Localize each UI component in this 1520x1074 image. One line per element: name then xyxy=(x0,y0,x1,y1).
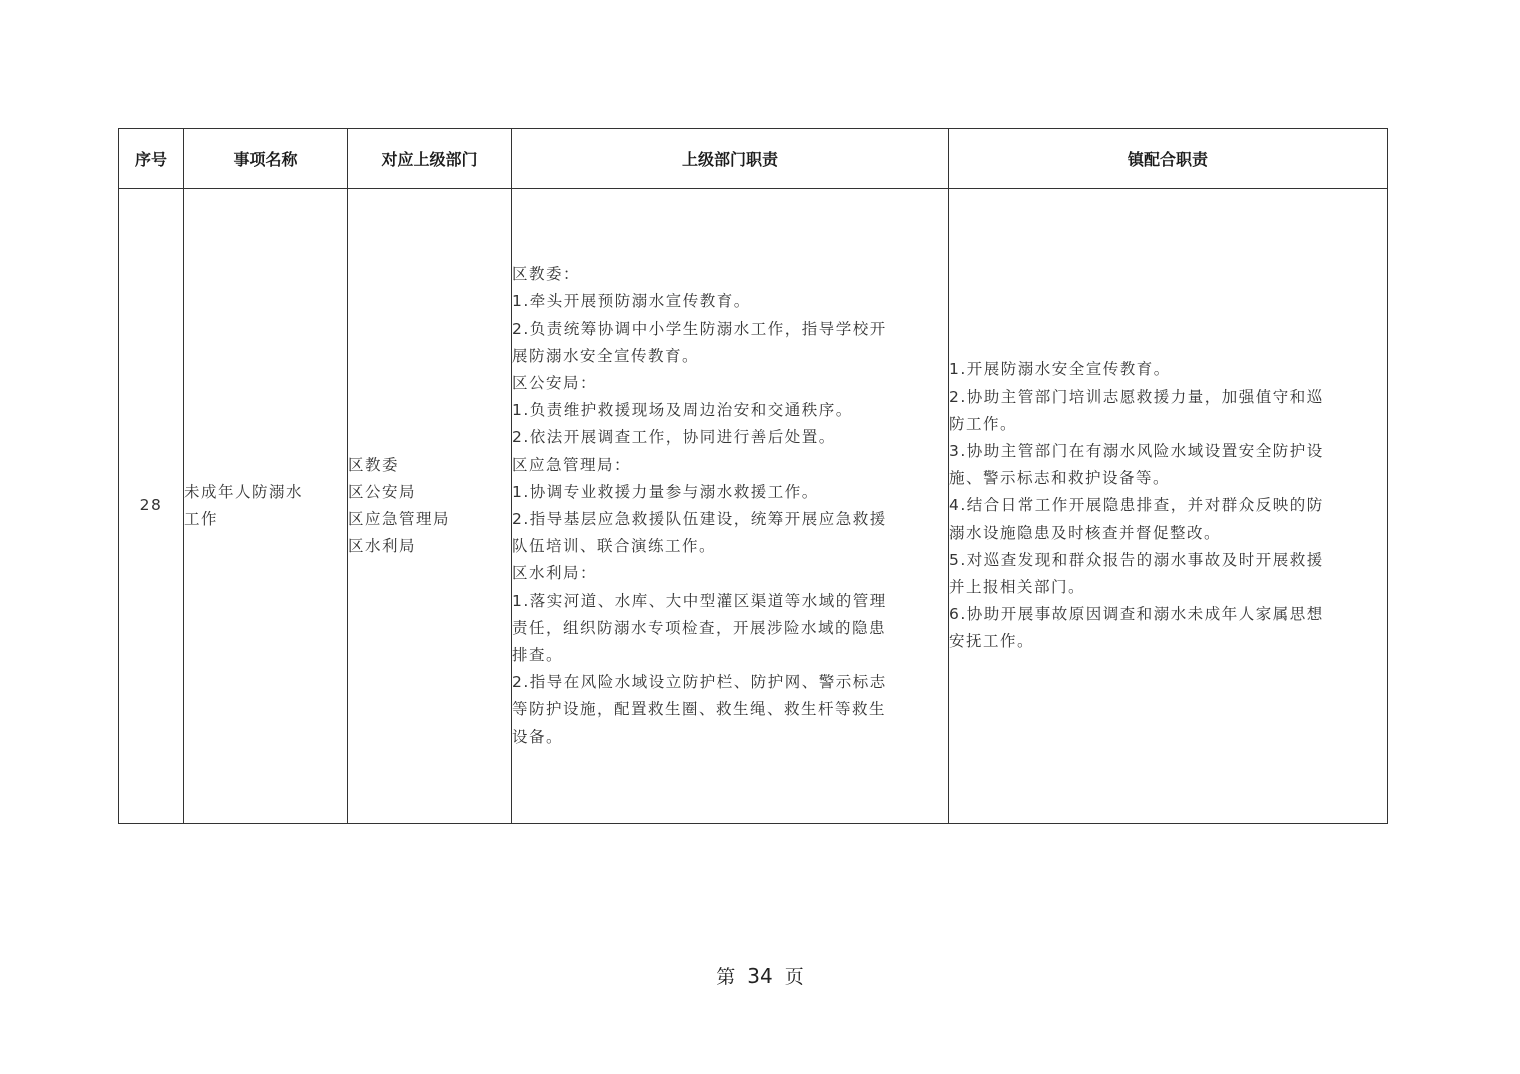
text-line: 区水利局 xyxy=(348,537,417,556)
row-seq: 28 xyxy=(119,189,184,824)
header-superior-dept: 对应上级部门 xyxy=(348,129,512,189)
header-town-duties: 镇配合职责 xyxy=(949,129,1388,189)
text-line: 6.协助开展事故原因调查和溺水未成年人家属思想 xyxy=(949,605,1324,624)
text-line: 未成年人防溺水 xyxy=(184,482,304,501)
text-line: 等防护设施，配置救生圈、救生绳、救生杆等救生 xyxy=(512,700,887,719)
text-line: 区水利局： xyxy=(512,564,598,583)
text-line: 1.牵头开展预防溺水宣传教育。 xyxy=(512,292,751,311)
text-line: 2.负责统筹协调中小学生防溺水工作，指导学校开 xyxy=(512,319,887,338)
page-number: 34 xyxy=(747,964,773,988)
text-line: 区公安局 xyxy=(348,482,417,501)
text-line: 防工作。 xyxy=(949,414,1018,433)
text-line: 安抚工作。 xyxy=(949,632,1035,651)
row-superior-duties xyxy=(512,189,949,824)
text-line: 展防溺水安全宣传教育。 xyxy=(512,346,700,365)
header-item-name: 事项名称 xyxy=(184,129,348,189)
text-line: 区教委 xyxy=(348,455,400,474)
text-line: 施、警示标志和救护设备等。 xyxy=(949,469,1171,488)
text-line: 5.对巡查发现和群众报告的溺水事故及时开展救援 xyxy=(949,550,1324,569)
text-line: 工作 xyxy=(184,510,219,528)
header-seq: 序号 xyxy=(119,129,184,189)
responsibility-table xyxy=(118,128,1388,824)
text-line: 溺水设施隐患及时核查并督促整改。 xyxy=(949,523,1222,542)
header-superior-duties: 上级部门职责 xyxy=(512,129,949,189)
text-line: 1.落实河道、水库、大中型灌区渠道等水域的管理 xyxy=(512,591,887,610)
row-superior-dept xyxy=(348,189,512,824)
page-suffix: 页 xyxy=(784,966,804,988)
table-header-row xyxy=(119,129,1388,189)
text-line: 2.协助主管部门培训志愿救援力量，加强值守和巡 xyxy=(949,387,1324,406)
page-footer xyxy=(0,962,1520,989)
text-line: 队伍培训、联合演练工作。 xyxy=(512,537,717,556)
row-item-name xyxy=(184,189,348,824)
text-line: 2.指导基层应急救援队伍建设，统筹开展应急救援 xyxy=(512,510,887,528)
text-line: 区应急管理局： xyxy=(512,455,632,474)
text-line: 责任，组织防溺水专项检查，开展涉险水域的隐患 xyxy=(512,618,887,637)
text-line: 区应急管理局 xyxy=(348,510,451,528)
text-line: 2.依法开展调查工作，协同进行善后处置。 xyxy=(512,428,836,447)
text-line: 区公安局： xyxy=(512,373,598,392)
text-line: 4.结合日常工作开展隐患排查，并对群众反映的防 xyxy=(949,496,1324,515)
text-line: 1.开展防溺水安全宣传教育。 xyxy=(949,360,1171,379)
text-line: 并上报相关部门。 xyxy=(949,578,1086,596)
text-line: 3.协助主管部门在有溺水风险水域设置安全防护设 xyxy=(949,441,1324,460)
row-town-duties xyxy=(949,189,1388,824)
table-row xyxy=(119,189,1388,824)
text-line: 1.协调专业救援力量参与溺水救援工作。 xyxy=(512,482,819,501)
text-line: 1.负责维护救援现场及周边治安和交通秩序。 xyxy=(512,401,853,420)
text-line: 区教委： xyxy=(512,265,581,284)
text-line: 排查。 xyxy=(512,646,564,665)
text-line: 设备。 xyxy=(512,727,564,746)
page-prefix: 第 xyxy=(716,966,736,988)
text-line: 2.指导在风险水域设立防护栏、防护网、警示标志 xyxy=(512,673,887,692)
